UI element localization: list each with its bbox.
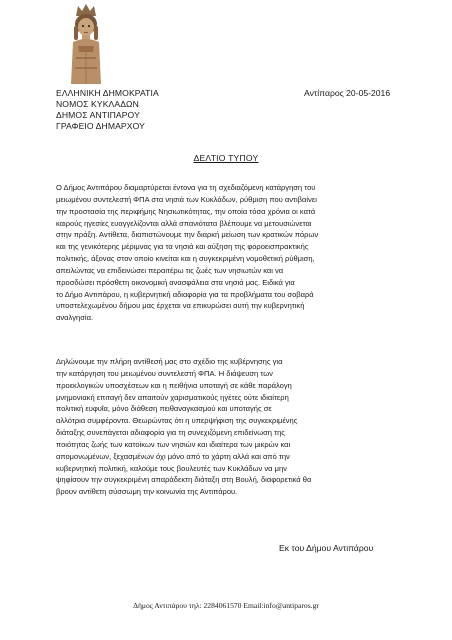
footer-contact: Δήμος Αντιπάρου τηλ: 2284061570 Email:info@antiparos.gr (133, 601, 319, 610)
paragraph-line: βρουν αντίθετη σύσσωμη την κοινωνία της Αντιπάρου. (56, 487, 238, 497)
paragraph-line: υποστελεχωμένου δήμου μας έρχεται να επικυρώσει αυτή την κυβερνητική (56, 301, 305, 311)
letterhead-line-country: ΕΛΛΗΝΙΚΗ ΔΗΜΟΚΡΑΤΙΑ (56, 88, 159, 98)
document-title: ΔΕΛΤΙΟ ΤΥΠΟΥ (193, 153, 259, 163)
paragraph-line: αλλότρια συμφέροντα. Θεωρώντας ότι η υπερψήφιση της συγκεκριμένης (56, 416, 298, 426)
paragraph-line: Δηλώνουμε την πλήρη αντίθεσή μας στο σχέδιο της κυβέρνησης για (56, 357, 283, 366)
paragraph-line: στην πράξη. Αντίθετα, διαπιστώνουμε την διαρκή μείωση των κρατικών πόρων (56, 230, 319, 240)
document-date: Αντίπαρος 20-05-2016 (304, 88, 391, 98)
paragraph-line: μνημονιακή επιταγή δεν απαιτούν χαρισματικούς ηγέτες ούτε ιδιαίτερη (56, 392, 289, 402)
paragraph-line: απειλώντας να επιδεινώσει περαιτέρω τις ζωές των νησιωτών και να (56, 265, 284, 275)
paragraph-2 (56, 356, 399, 498)
paragraph-line: κυβερνητική πολιτική, καλούμε τους βουλευτές των Κυκλάδων να μην (56, 463, 287, 473)
paragraph-1 (56, 182, 399, 324)
paragraph-line: και της γενικότερης μέριμνας για τα νησιά και αύξηση της φοροεισπρακτικής (56, 242, 309, 252)
paragraph-line: την προστασία της περιφήμης Νησιωτικότητας, την οποία τόσα χρόνια οι κατά (56, 206, 316, 216)
paragraph-line: πολιτικής, άξονας στον οποίο κινείται και η συγκεκριμένη νομοθετική ρύθμιση, (56, 254, 315, 264)
paragraph-line: καιρούς ηγεσίες ευαγγελίζονται αλλά σπανιότατα βλέπουμε να μετουσιώνεται (56, 218, 312, 228)
letterhead-line-municipality: ΔΗΜΟΣ ΑΝΤΙΠΑΡΟΥ (56, 110, 140, 120)
paragraph-line: αναλγησία. (56, 313, 94, 323)
letterhead-line-prefecture: ΝΟΜΟΣ ΚΥΚΛΑΔΩΝ (56, 99, 139, 109)
paragraph-line: διάταξης συνεπάγεται αδιαφορία για τη συνεχιζόμενη επιδείνωση της (56, 428, 285, 438)
paragraph-line: ποιότητας ζωής των κατοίκων των νησιών και ιδιαίτερα των μικρών και (56, 439, 291, 449)
paragraph-line: προεκλογικών υποσχέσεων και η πειθήνια υποταγή σε κάθε παράλογη (56, 380, 292, 390)
paragraph-line: την κατάργηση του μειωμένου συντελεστή ΦΠΑ. Η διάψευση των (56, 368, 273, 378)
paragraph-line: πολιτική ευφυΐα, μόνο διάθεση πειθαναγκασμού και υποταγής σε (56, 404, 272, 414)
paragraph-line: απομονωμένων, ξεχασμένων όχι μόνο από το χάρτη αλλά και από την (56, 451, 290, 461)
signature: Εκ του Δήμου Αντιπάρου (279, 543, 374, 553)
letterhead-line-office: ΓΡΑΦΕΙΟ ΔΗΜΑΡΧΟΥ (56, 121, 145, 131)
paragraph-line: μειωμένου συντελεστή ΦΠΑ στα νησιά των Κυκλάδων, ρύθμιση που αντιβαίνει (56, 194, 317, 204)
document-title-wrap (0, 153, 452, 163)
paragraph-line: το Δήμο Αντιπάρου, η κυβερνητική αδιαφορία για τα προβλήματα του σοβαρά (56, 289, 314, 299)
paragraph-line: ψηφίσουν την συγκεκριμένη απαράδεκτη διάταξη στη Βουλή, διαφορετικά θα (56, 475, 312, 485)
letterhead (56, 88, 159, 132)
statue-emblem-icon (66, 2, 106, 84)
paragraph-line: Ο Δήμος Αντιπάρου διαμαρτύρεται έντονα για τη σχεδιαζόμενη κατάργηση του (56, 183, 316, 192)
paragraph-line: προσδώσει πρόσθετη οικονομική ανασφάλεια στα νησιά μας. Ειδικά για (56, 277, 295, 287)
